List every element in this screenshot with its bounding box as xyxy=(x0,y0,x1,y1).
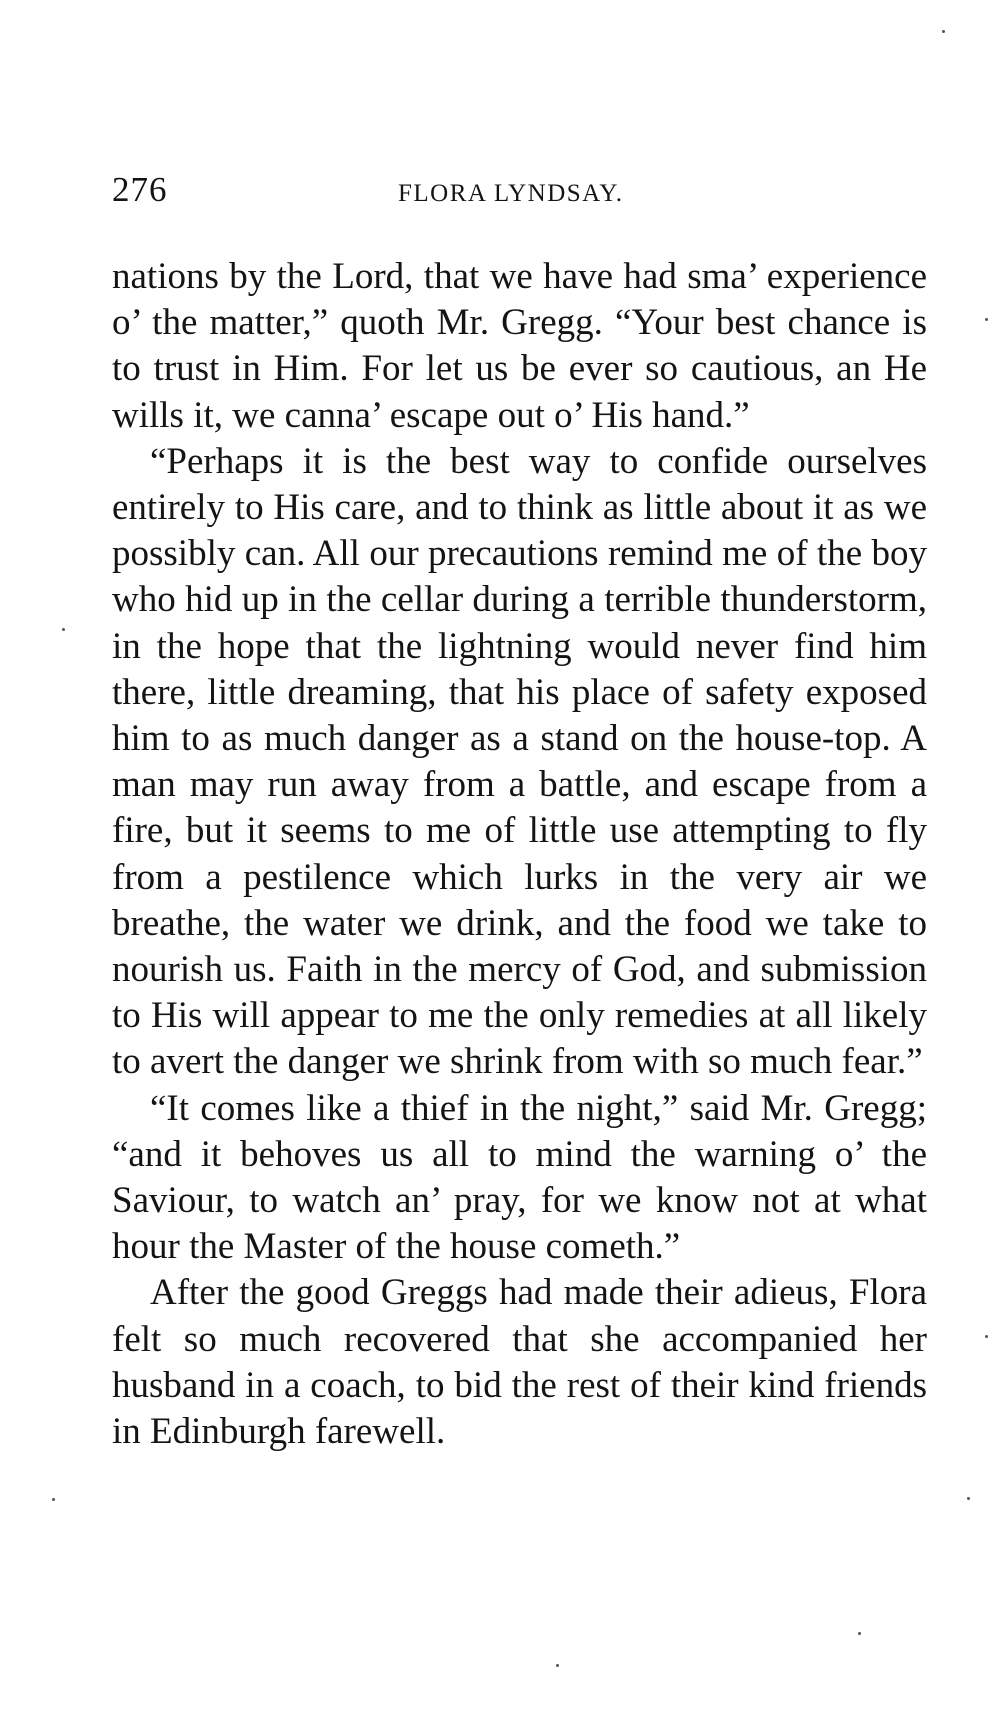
paragraph: “It comes like a thief in the night,” said Mr. Gregg; “and it behoves us all to mind the warning o’ the Saviour, to watch an’ pray, for we know not at what hour the Master of the house cometh.” xyxy=(112,1087,927,1268)
book-page xyxy=(112,150,927,1455)
paragraph: After the good Greggs had made their adieus, Flora felt so much recovered that she accompanied her husband in a coach, to bid the rest of their kind friends in Edinburgh farewell. xyxy=(112,1272,927,1453)
body-text xyxy=(112,254,927,1455)
paragraph-continued: nations by the Lord, that we have had sma’ experience o’ the matter,” quoth Mr. Gregg. “Your best chance is to trust in Him. For let us be ever so cautious, an He wills it, we canna’ escape out o’ His hand.” xyxy=(112,256,927,436)
running-title: FLORA LYNDSAY. xyxy=(398,180,624,207)
page-header xyxy=(112,150,927,210)
paragraph: “Perhaps it is the best way to confide ourselves entirely to His care, and to think as little about it as we possibly can. All our precautions remind me of the boy who hid up in the cellar during a terrible thunderstorm, in the hope that the lightning would never find him there, little dreaming, that his place of safety exposed him to as much danger as a stand on the house-top. A man may run away from a battle, and escape from a fire, but it seems to me of little use attempting to fly from a pestilence which lurks in the very air we breathe, the water we drink, and the food we take to nourish us. Faith in the mercy of God, and submission to His will appear to me the only remedies at all likely to avert the danger we shrink from with so much fear.” xyxy=(112,440,927,1083)
page-number: 276 xyxy=(112,170,168,209)
